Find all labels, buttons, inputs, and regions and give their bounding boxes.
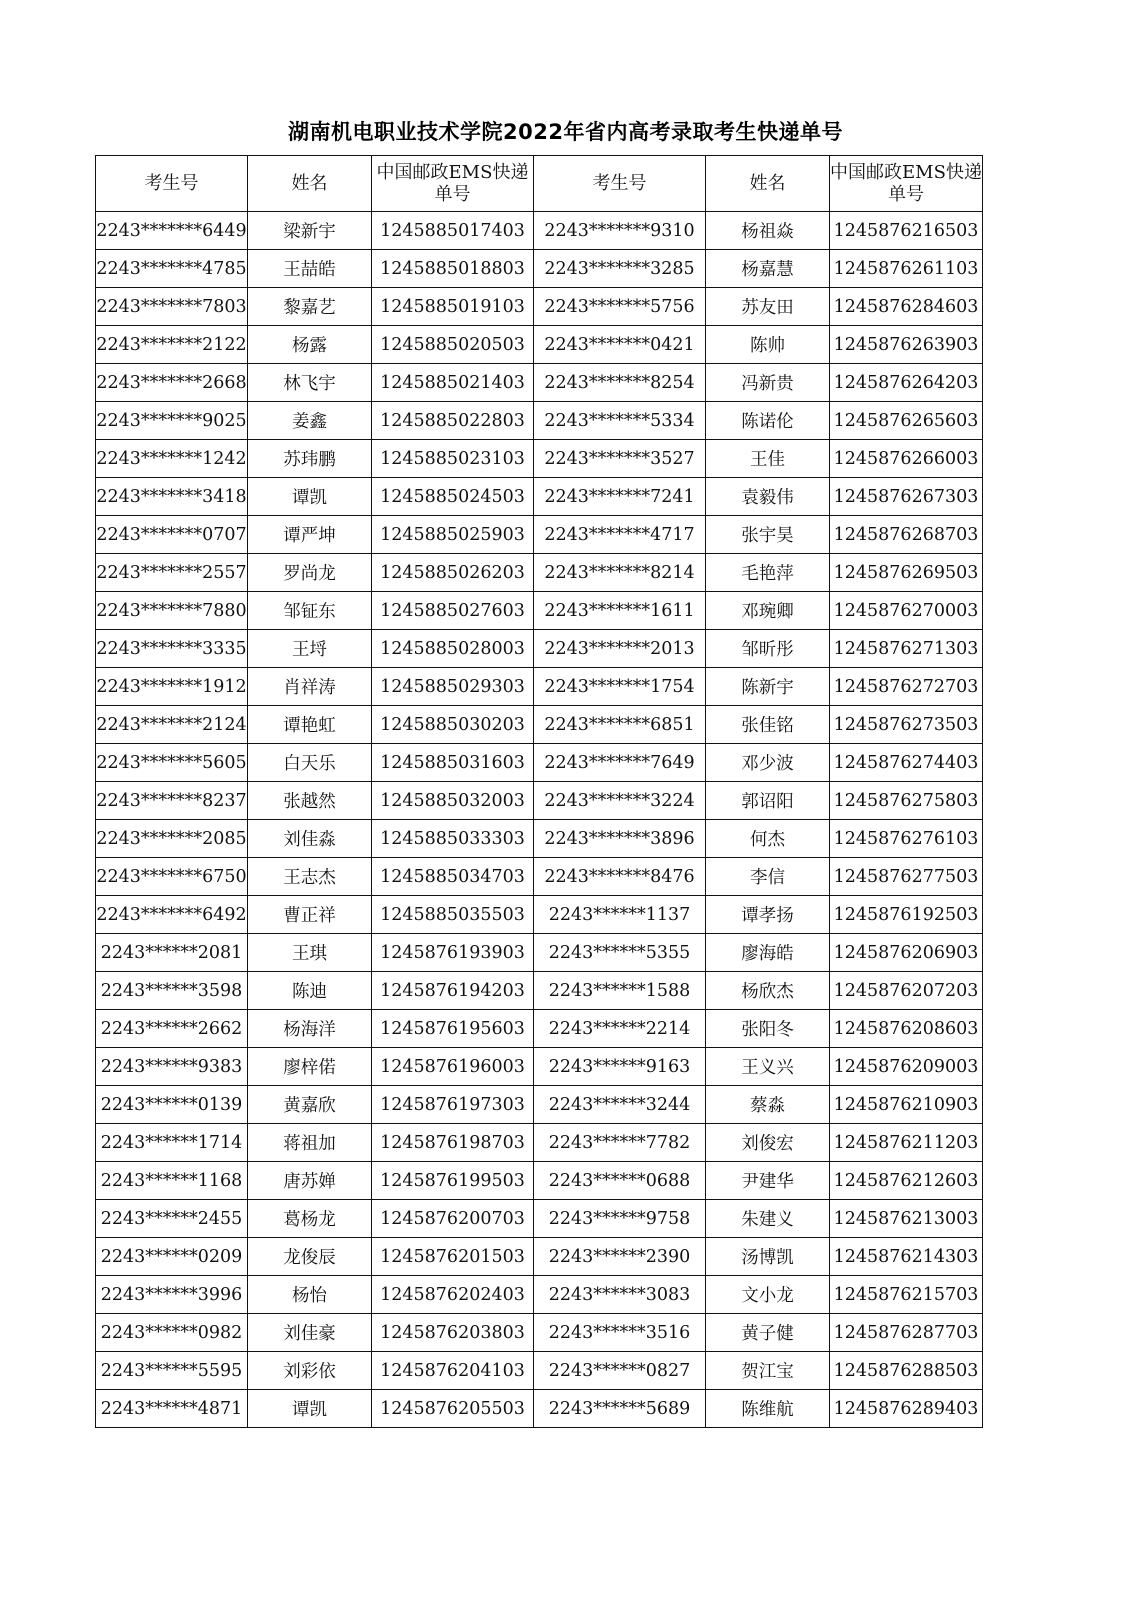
ems-number-cell: 1245885027603 [372,592,534,630]
ems-number-cell: 1245876288503 [830,1352,983,1390]
ems-number-cell: 1245885034703 [372,858,534,896]
ems-number-cell: 1245876193903 [372,934,534,972]
ems-number-cell: 1245876206903 [830,934,983,972]
name-cell: 梁新宇 [248,212,372,250]
ems-number-cell: 1245885035503 [372,896,534,934]
name-cell: 廖梓偌 [248,1048,372,1086]
exam-id-cell: 2243*******6492 [96,896,248,934]
exam-id-cell: 2243******2455 [96,1200,248,1238]
exam-id-cell: 2243*******7649 [534,744,706,782]
exam-id-cell: 2243*******6851 [534,706,706,744]
table-row [96,402,983,440]
exam-id-cell: 2243******4871 [96,1390,248,1428]
ems-number-cell: 1245876287703 [830,1314,983,1352]
name-cell: 姜鑫 [248,402,372,440]
exam-id-cell: 2243*******3335 [96,630,248,668]
ems-number-cell: 1245876277503 [830,858,983,896]
table-row [96,782,983,820]
exam-id-cell: 2243*******2668 [96,364,248,402]
exam-id-cell: 2243******0982 [96,1314,248,1352]
table-row [96,554,983,592]
table-row [96,1200,983,1238]
name-cell: 王喆皓 [248,250,372,288]
table-row [96,1390,983,1428]
exam-id-cell: 2243*******2013 [534,630,706,668]
exam-id-cell: 2243*******2124 [96,706,248,744]
exam-id-cell: 2243******3516 [534,1314,706,1352]
exam-id-cell: 2243*******7803 [96,288,248,326]
exam-id-cell: 2243******3996 [96,1276,248,1314]
name-cell: 袁毅伟 [706,478,830,516]
ems-number-cell: 1245876201503 [372,1238,534,1276]
name-cell: 陈诺伦 [706,402,830,440]
table-row [96,516,983,554]
exam-id-cell: 2243*******7241 [534,478,706,516]
table-row [96,1162,983,1200]
ems-number-cell: 1245885022803 [372,402,534,440]
exam-id-cell: 2243*******1242 [96,440,248,478]
exam-id-cell: 2243*******6750 [96,858,248,896]
ems-number-cell: 1245885019103 [372,288,534,326]
name-cell: 谭孝扬 [706,896,830,934]
ems-number-cell: 1245876195603 [372,1010,534,1048]
exam-id-cell: 2243*******6449 [96,212,248,250]
table-row [96,1238,983,1276]
name-cell: 葛杨龙 [248,1200,372,1238]
ems-number-cell: 1245876200703 [372,1200,534,1238]
name-cell: 王佳 [706,440,830,478]
name-cell: 刘俊宏 [706,1124,830,1162]
name-cell: 李信 [706,858,830,896]
ems-number-cell: 1245885025903 [372,516,534,554]
name-cell: 贺江宝 [706,1352,830,1390]
exam-id-cell: 2243******0139 [96,1086,248,1124]
exam-id-cell: 2243*******5756 [534,288,706,326]
ems-number-cell: 1245876209003 [830,1048,983,1086]
name-cell: 罗尚龙 [248,554,372,592]
header-ems-number: 中国邮政EMS快递单号 [830,156,983,212]
ems-number-cell: 1245876284603 [830,288,983,326]
exam-id-cell: 2243*******7880 [96,592,248,630]
name-cell: 黄嘉欣 [248,1086,372,1124]
ems-number-cell: 1245876264203 [830,364,983,402]
ems-number-cell: 1245876202403 [372,1276,534,1314]
name-cell: 王志杰 [248,858,372,896]
page-title: 湖南机电职业技术学院2022年省内高考录取考生快递单号 [288,120,843,144]
table-row [96,1086,983,1124]
exam-id-cell: 2243*******3285 [534,250,706,288]
ems-number-cell: 1245885028003 [372,630,534,668]
exam-id-cell: 2243*******9025 [96,402,248,440]
name-cell: 刘佳淼 [248,820,372,858]
exam-id-cell: 2243*******2122 [96,326,248,364]
exam-id-cell: 2243******0209 [96,1238,248,1276]
table-header-row [96,156,983,212]
ems-number-cell: 1245876289403 [830,1390,983,1428]
name-cell: 谭严坤 [248,516,372,554]
table-row [96,1352,983,1390]
table-row [96,1314,983,1352]
exam-id-cell: 2243******9758 [534,1200,706,1238]
exam-id-cell: 2243******9383 [96,1048,248,1086]
ems-number-cell: 1245885033303 [372,820,534,858]
ems-number-cell: 1245885032003 [372,782,534,820]
name-cell: 唐苏婵 [248,1162,372,1200]
name-cell: 杨露 [248,326,372,364]
name-cell: 邹昕彤 [706,630,830,668]
table-row [96,1276,983,1314]
table-row [96,212,983,250]
table-row [96,478,983,516]
ems-number-cell: 1245876205503 [372,1390,534,1428]
name-cell: 邹钲东 [248,592,372,630]
name-cell: 文小龙 [706,1276,830,1314]
ems-number-cell: 1245885017403 [372,212,534,250]
table-row [96,326,983,364]
name-cell: 刘佳豪 [248,1314,372,1352]
ems-number-cell: 1245876211203 [830,1124,983,1162]
ems-number-cell: 1245885030203 [372,706,534,744]
name-cell: 刘彩依 [248,1352,372,1390]
name-cell: 杨怡 [248,1276,372,1314]
exam-id-cell: 2243*******1611 [534,592,706,630]
express-number-table [95,155,983,1428]
name-cell: 尹建华 [706,1162,830,1200]
ems-number-cell: 1245876261103 [830,250,983,288]
ems-number-cell: 1245876265603 [830,402,983,440]
exam-id-cell: 2243*******1754 [534,668,706,706]
exam-id-cell: 2243******7782 [534,1124,706,1162]
ems-number-cell: 1245876213003 [830,1200,983,1238]
name-cell: 王义兴 [706,1048,830,1086]
table-row [96,744,983,782]
exam-id-cell: 2243******1588 [534,972,706,1010]
name-cell: 陈迪 [248,972,372,1010]
name-cell: 杨欣杰 [706,972,830,1010]
exam-id-cell: 2243******0688 [534,1162,706,1200]
name-cell: 汤博凯 [706,1238,830,1276]
name-cell: 黄子健 [706,1314,830,1352]
table-row [96,288,983,326]
ems-number-cell: 1245876204103 [372,1352,534,1390]
table-row [96,1124,983,1162]
table-row [96,440,983,478]
name-cell: 朱建义 [706,1200,830,1238]
exam-id-cell: 2243*******3418 [96,478,248,516]
exam-id-cell: 2243*******3896 [534,820,706,858]
exam-id-cell: 2243******0827 [534,1352,706,1390]
exam-id-cell: 2243******2081 [96,934,248,972]
exam-id-cell: 2243*******2085 [96,820,248,858]
table-row [96,1010,983,1048]
ems-number-cell: 1245876270003 [830,592,983,630]
exam-id-cell: 2243*******4717 [534,516,706,554]
name-cell: 冯新贵 [706,364,830,402]
table-row [96,820,983,858]
exam-id-cell: 2243*******5605 [96,744,248,782]
ems-number-cell: 1245876276103 [830,820,983,858]
ems-number-cell: 1245876216503 [830,212,983,250]
name-cell: 陈帅 [706,326,830,364]
name-cell: 白天乐 [248,744,372,782]
ems-number-cell: 1245876275803 [830,782,983,820]
name-cell: 王琪 [248,934,372,972]
exam-id-cell: 2243******1714 [96,1124,248,1162]
ems-number-cell: 1245885020503 [372,326,534,364]
ems-number-cell: 1245876198703 [372,1124,534,1162]
name-cell: 谭凯 [248,1390,372,1428]
name-cell: 何杰 [706,820,830,858]
ems-number-cell: 1245885021403 [372,364,534,402]
ems-number-cell: 1245876214303 [830,1238,983,1276]
ems-number-cell: 1245876210903 [830,1086,983,1124]
ems-number-cell: 1245876267303 [830,478,983,516]
exam-id-cell: 2243******5355 [534,934,706,972]
table-row [96,934,983,972]
table-row [96,972,983,1010]
exam-id-cell: 2243*******0707 [96,516,248,554]
ems-number-cell: 1245885031603 [372,744,534,782]
exam-id-cell: 2243******5595 [96,1352,248,1390]
ems-number-cell: 1245876271303 [830,630,983,668]
exam-id-cell: 2243******2662 [96,1010,248,1048]
ems-number-cell: 1245876273503 [830,706,983,744]
exam-id-cell: 2243*******4785 [96,250,248,288]
name-cell: 杨嘉慧 [706,250,830,288]
header-ems-number: 中国邮政EMS快递单号 [372,156,534,212]
name-cell: 林飞宇 [248,364,372,402]
ems-number-cell: 1245876263903 [830,326,983,364]
exam-id-cell: 2243*******8237 [96,782,248,820]
exam-id-cell: 2243*******0421 [534,326,706,364]
exam-id-cell: 2243******3598 [96,972,248,1010]
ems-number-cell: 1245876215703 [830,1276,983,1314]
name-cell: 张越然 [248,782,372,820]
exam-id-cell: 2243*******8214 [534,554,706,592]
ems-number-cell: 1245885024503 [372,478,534,516]
name-cell: 陈新宇 [706,668,830,706]
name-cell: 毛艳萍 [706,554,830,592]
ems-number-cell: 1245876268703 [830,516,983,554]
name-cell: 龙俊辰 [248,1238,372,1276]
ems-number-cell: 1245885018803 [372,250,534,288]
ems-number-cell: 1245876269503 [830,554,983,592]
name-cell: 曹正祥 [248,896,372,934]
ems-number-cell: 1245876194203 [372,972,534,1010]
exam-id-cell: 2243******9163 [534,1048,706,1086]
exam-id-cell: 2243*******5334 [534,402,706,440]
table-row [96,1048,983,1086]
ems-number-cell: 1245885029303 [372,668,534,706]
table-row [96,592,983,630]
ems-number-cell: 1245885026203 [372,554,534,592]
exam-id-cell: 2243*******3224 [534,782,706,820]
ems-number-cell: 1245876208603 [830,1010,983,1048]
name-cell: 陈维航 [706,1390,830,1428]
name-cell: 苏友田 [706,288,830,326]
table-row [96,858,983,896]
name-cell: 杨海洋 [248,1010,372,1048]
ems-number-cell: 1245876197303 [372,1086,534,1124]
table-row [96,364,983,402]
exam-id-cell: 2243*******8254 [534,364,706,402]
exam-id-cell: 2243*******9310 [534,212,706,250]
table-row [96,896,983,934]
ems-number-cell: 1245876196003 [372,1048,534,1086]
name-cell: 杨祖焱 [706,212,830,250]
name-cell: 郭诏阳 [706,782,830,820]
name-cell: 张宇昊 [706,516,830,554]
name-cell: 黎嘉艺 [248,288,372,326]
ems-number-cell: 1245885023103 [372,440,534,478]
exam-id-cell: 2243******5689 [534,1390,706,1428]
ems-number-cell: 1245876207203 [830,972,983,1010]
name-cell: 廖海皓 [706,934,830,972]
exam-id-cell: 2243******1137 [534,896,706,934]
table-row [96,706,983,744]
header-exam-id: 考生号 [96,156,248,212]
ems-number-cell: 1245876199503 [372,1162,534,1200]
name-cell: 谭凯 [248,478,372,516]
ems-number-cell: 1245876212603 [830,1162,983,1200]
exam-id-cell: 2243******1168 [96,1162,248,1200]
name-cell: 张佳铭 [706,706,830,744]
header-name: 姓名 [248,156,372,212]
ems-number-cell: 1245876274403 [830,744,983,782]
table-row [96,668,983,706]
exam-id-cell: 2243*******3527 [534,440,706,478]
ems-number-cell: 1245876272703 [830,668,983,706]
name-cell: 蒋祖加 [248,1124,372,1162]
exam-id-cell: 2243******2214 [534,1010,706,1048]
table-row [96,250,983,288]
header-exam-id: 考生号 [534,156,706,212]
name-cell: 邓少波 [706,744,830,782]
name-cell: 邓琬卿 [706,592,830,630]
exam-id-cell: 2243******3083 [534,1276,706,1314]
ems-number-cell: 1245876192503 [830,896,983,934]
exam-id-cell: 2243*******1912 [96,668,248,706]
name-cell: 蔡淼 [706,1086,830,1124]
header-name: 姓名 [706,156,830,212]
name-cell: 苏玮鹏 [248,440,372,478]
name-cell: 张阳冬 [706,1010,830,1048]
name-cell: 肖祥涛 [248,668,372,706]
ems-number-cell: 1245876266003 [830,440,983,478]
name-cell: 王埒 [248,630,372,668]
ems-number-cell: 1245876203803 [372,1314,534,1352]
name-cell: 谭艳虹 [248,706,372,744]
exam-id-cell: 2243*******8476 [534,858,706,896]
exam-id-cell: 2243******2390 [534,1238,706,1276]
exam-id-cell: 2243******3244 [534,1086,706,1124]
table-row [96,630,983,668]
exam-id-cell: 2243*******2557 [96,554,248,592]
